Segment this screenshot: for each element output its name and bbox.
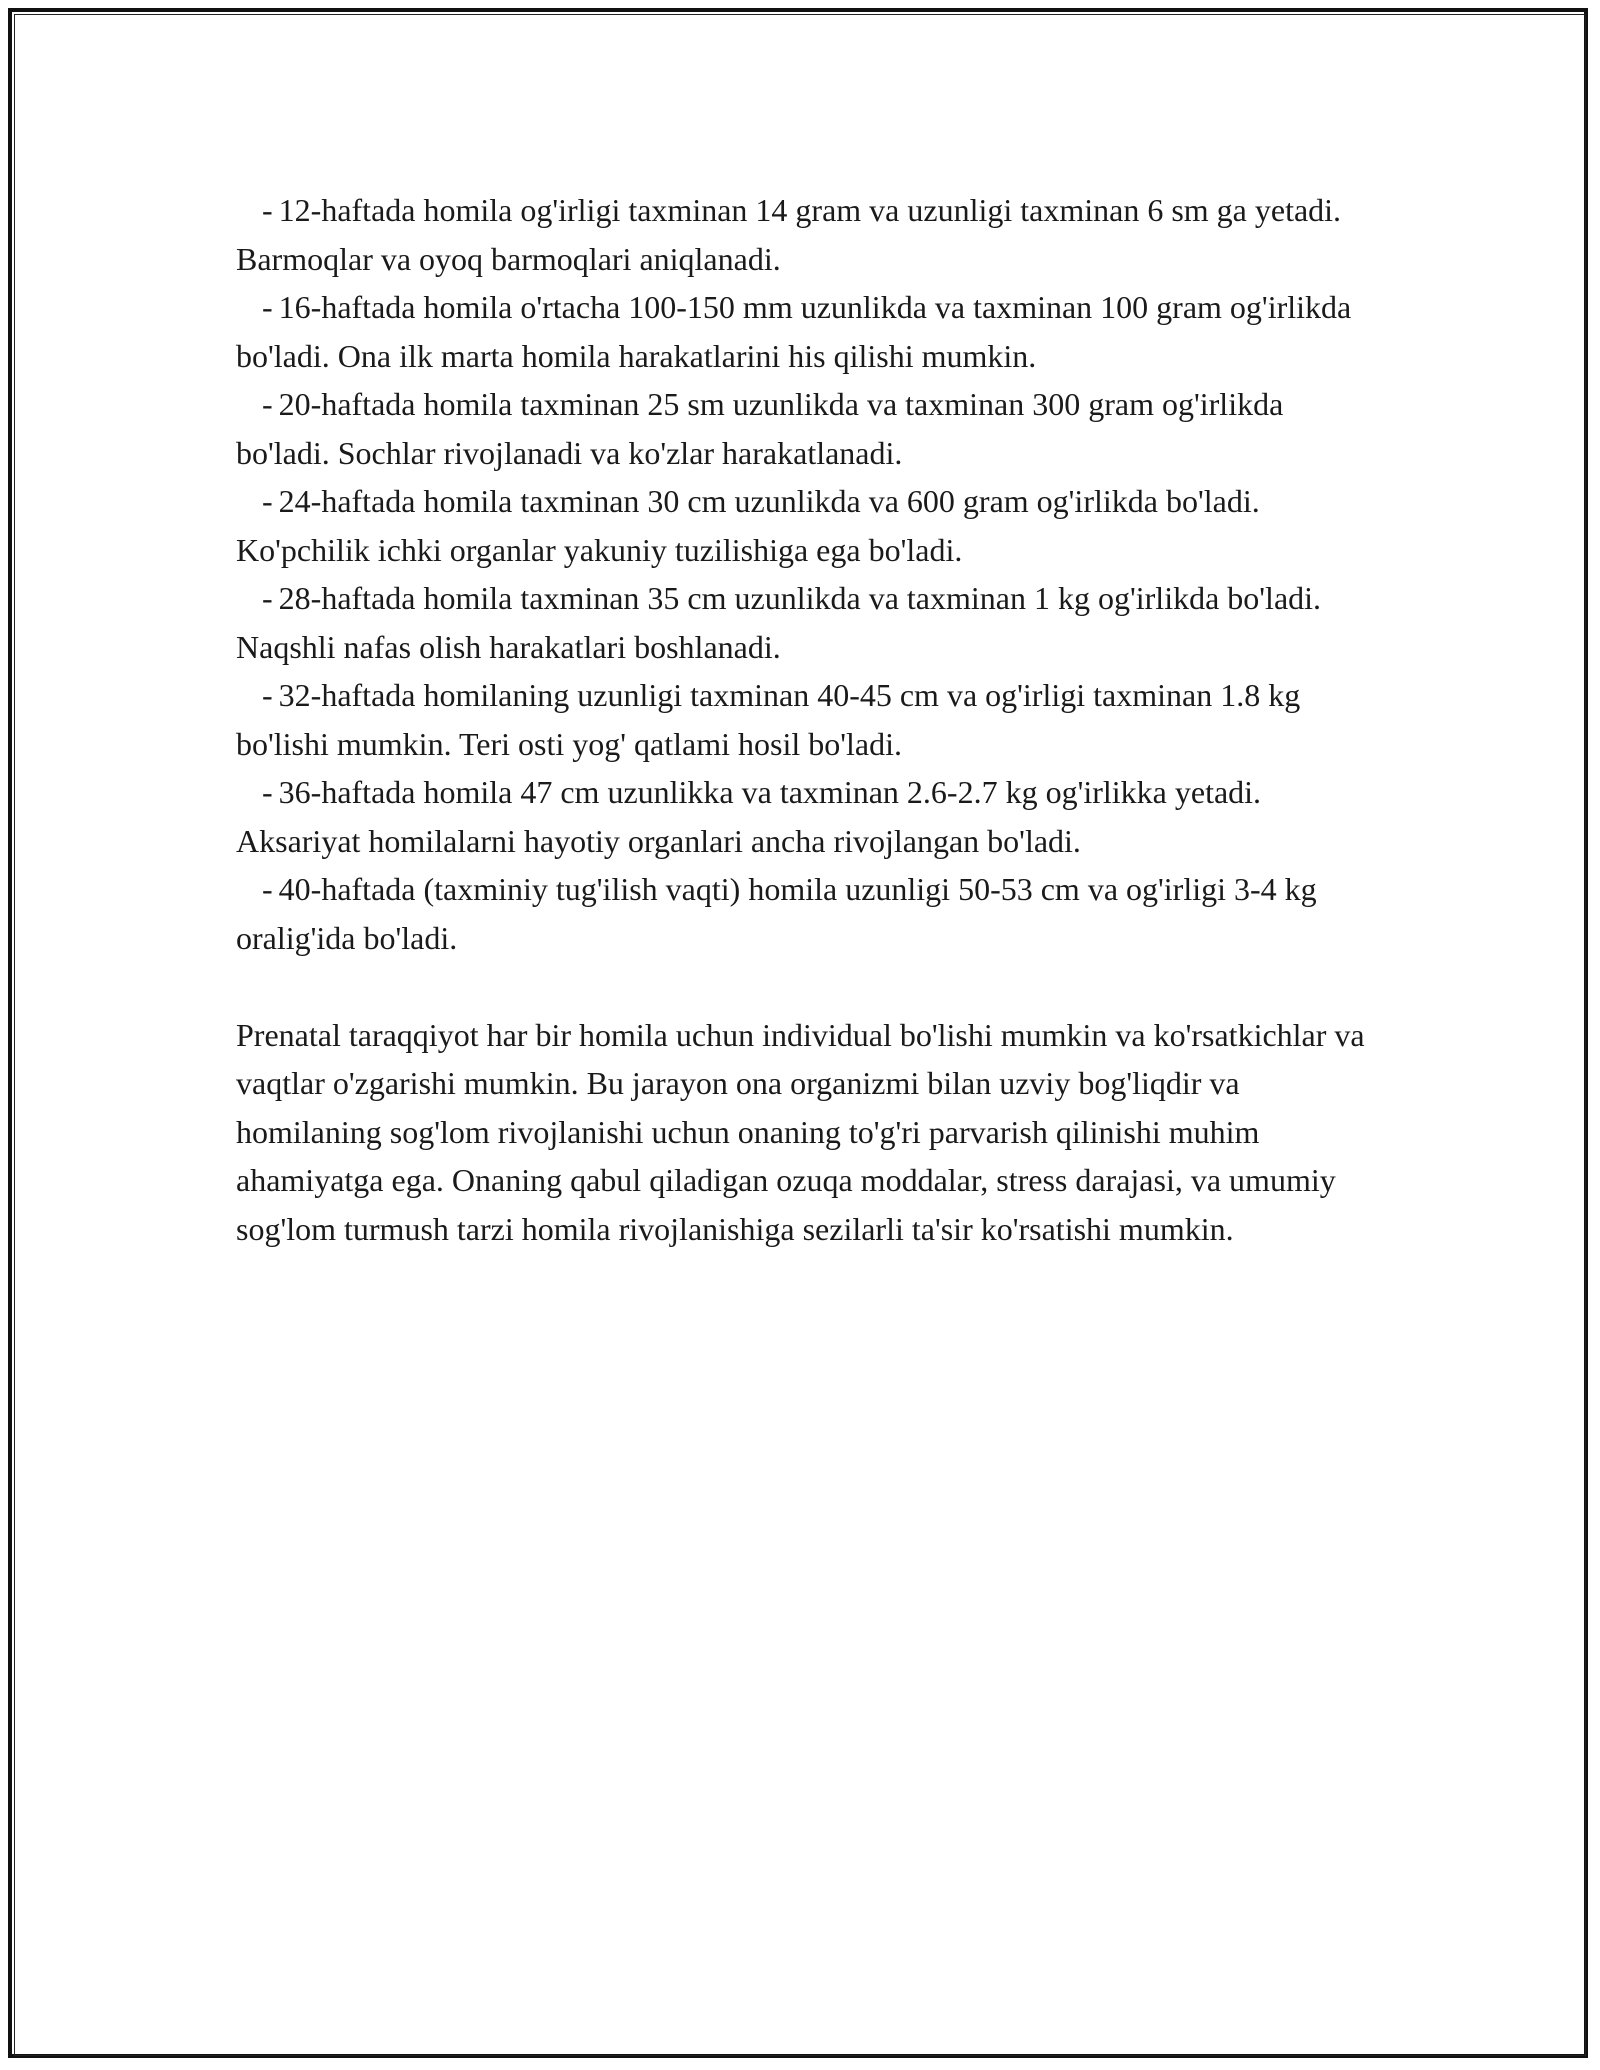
list-dash: - (262, 289, 273, 325)
list-item (236, 671, 1376, 768)
list-item-text: 20-haftada homila taxminan 25 sm uzunlikda va taxminan 300 gram og'irlikda bo'ladi. Sochlar rivojlanadi va ko'zlar harakatlanadi. (236, 386, 1284, 471)
list-dash: - (262, 774, 273, 810)
list-item (236, 380, 1376, 477)
list-dash: - (262, 192, 273, 228)
list-item-text: 40-haftada (taxminiy tug'ilish vaqti) homila uzunligi 50-53 cm va og'irligi 3-4 kg oralig'ida bo'ladi. (236, 871, 1317, 956)
list-item-text: 28-haftada homila taxminan 35 cm uzunlikda va taxminan 1 kg og'irlikda bo'ladi. Naqshli nafas olish harakatlari boshlanadi. (236, 580, 1322, 665)
list-dash: - (262, 483, 273, 519)
list-item (236, 768, 1376, 865)
list-item (236, 186, 1376, 283)
list-item (236, 477, 1376, 574)
list-item (236, 283, 1376, 380)
list-dash: - (262, 677, 273, 713)
paragraph-spacer (236, 962, 1376, 1011)
list-item-text: 32-haftada homilaning uzunligi taxminan 40-45 cm va og'irligi taxminan 1.8 kg bo'lishi mumkin. Teri osti yog' qatlami hosil bo'ladi. (236, 677, 1301, 762)
list-item (236, 865, 1376, 962)
list-dash: - (262, 386, 273, 422)
list-item-text: 16-haftada homila o'rtacha 100-150 mm uzunlikda va taxminan 100 gram og'irlikda bo'ladi. Ona ilk marta homila harakatlarini his qilishi mumkin. (236, 289, 1352, 374)
list-item-text: 12-haftada homila og'irligi taxminan 14 gram va uzunligi taxminan 6 sm ga yetadi. Barmoqlar va oyoq barmoqlari aniqlanadi. (236, 192, 1342, 277)
list-item-text: 24-haftada homila taxminan 30 cm uzunlikda va 600 gram og'irlikda bo'ladi. Ko'pchilik ichki organlar yakuniy tuzilishiga ega bo'ladi. (236, 483, 1260, 568)
list-dash: - (262, 871, 273, 907)
list-dash: - (262, 580, 273, 616)
list-item (236, 574, 1376, 671)
body-paragraph: Prenatal taraqqiyot har bir homila uchun individual bo'lishi mumkin va ko'rsatkichlar va vaqtlar o'zgarishi mumkin. Bu jarayon ona organizmi bilan uzviy bog'liqdir va homilaning sog'lom rivojlanishi uchun onaning to'g'ri parvarish qilinishi muhim ahamiyatga ega. Onaning qabul qiladigan ozuqa moddalar, stress darajasi, va umumiy sog'lom turmush tarzi homila rivojlanishiga sezilarli ta'sir ko'rsatishi mumkin. (236, 1016, 1365, 1247)
list-item-text: 36-haftada homila 47 cm uzunlikka va taxminan 2.6-2.7 kg og'irlikka yetadi. Aksariyat homilalarni hayotiy organlari ancha rivojlangan bo'ladi. (236, 774, 1262, 859)
document-body (236, 186, 1376, 1253)
